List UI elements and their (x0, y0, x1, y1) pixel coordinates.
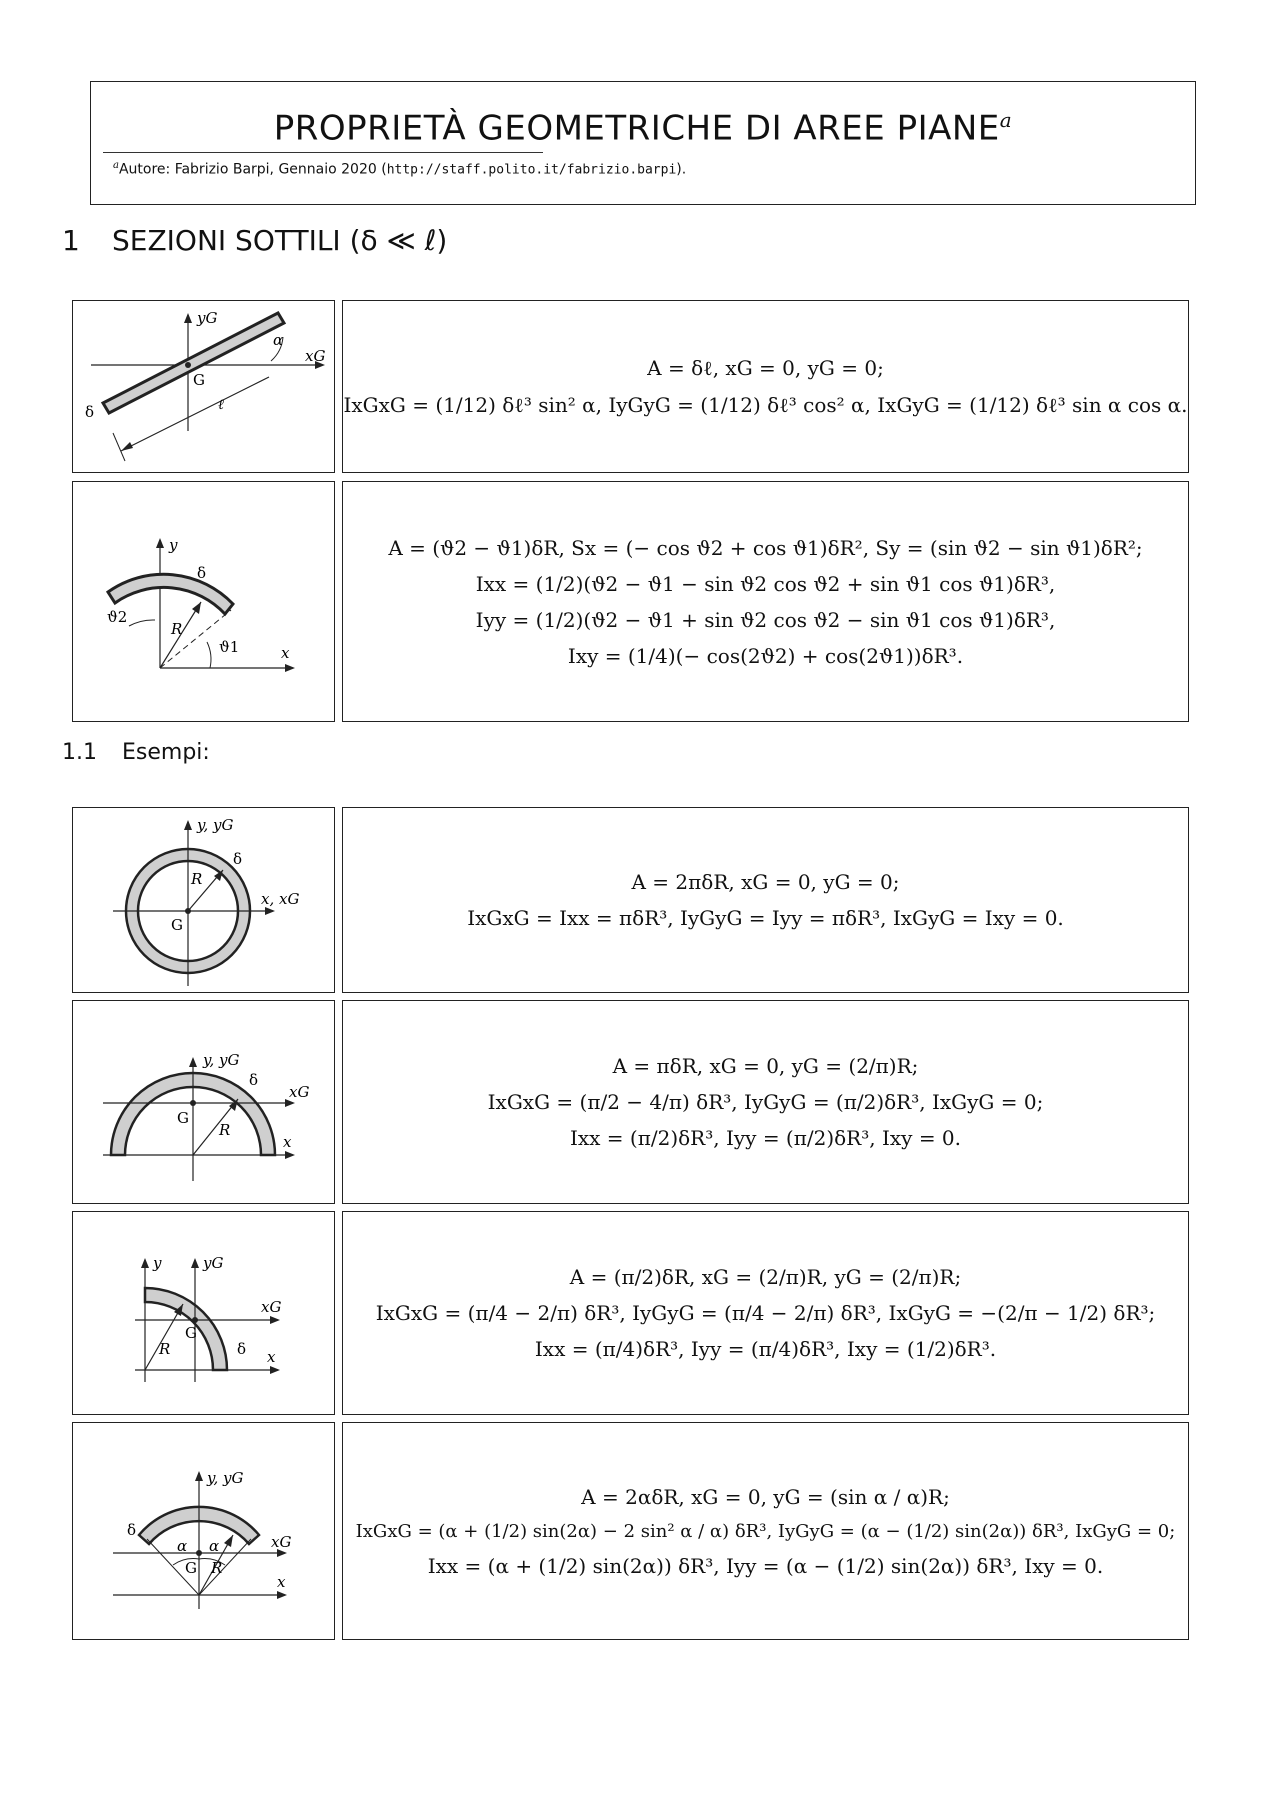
author-footnote: $^a$Autore: Fabrizio Barpi, Gennaio 2020 (http://staff.polito.it/fabrizio.barpi). (113, 160, 687, 178)
figure-full-ring (72, 807, 335, 993)
label-delta: δ (249, 1071, 259, 1089)
title-box (90, 81, 1196, 205)
label-R: R (171, 620, 183, 638)
formula-line: IxGxG = Ixx = πδR³, IyGyG = Iyy = πδR³, IxGyG = Ixy = 0. (467, 906, 1064, 930)
formula-line: Ixx = (π/4)δR³, Iyy = (π/4)δR³, Ixy = (1/2)δR³. (534, 1337, 997, 1361)
formula-line: A = πδR, xG = 0, yG = (2/π)R; (612, 1054, 919, 1078)
page-title: PROPRIETÀ GEOMETRICHE DI AREE PIANE$^a$ (273, 108, 1013, 149)
label-y: y (153, 1254, 162, 1272)
label-delta: δ (233, 850, 243, 868)
formula-line: Iyy = (1/2)(ϑ2 − ϑ1 + sin ϑ2 cos ϑ2 − sin ϑ1 cos ϑ1)δR³, (475, 607, 1056, 632)
label-theta1: ϑ1 (219, 638, 240, 656)
label-xG: xG (305, 347, 326, 365)
label-x: x (281, 644, 290, 662)
label-xG: xG (289, 1083, 310, 1101)
label-R: R (211, 1559, 223, 1577)
formula-line: A = (π/2)δR, xG = (2/π)R, yG = (2/π)R; (569, 1265, 962, 1289)
formula-line: IxGxG = (α + (1/2) sin(2α) − 2 sin² α / α) δR³, IyGyG = (α − (1/2) sin(2α)) δR³, IxGyG = 0; (355, 1520, 1176, 1542)
label-x: x (283, 1133, 292, 1151)
formula-line: A = (ϑ2 − ϑ1)δR, Sx = (− cos ϑ2 + cos ϑ1)δR², Sy = (sin ϑ2 − sin ϑ1)δR²; (388, 535, 1143, 560)
label-alpha-left: α (177, 1537, 188, 1555)
formula-line: IxGxG = (π/4 − 2/π) δR³, IyGyG = (π/4 − 2/π) δR³, IxGyG = −(2/π − 1/2) δR³; (375, 1301, 1156, 1325)
formula-box-6 (342, 1422, 1189, 1640)
label-G: G (171, 916, 183, 934)
label-alpha-right: α (209, 1537, 220, 1555)
section-heading-1: 1 SEZIONI SOTTILI (δ ≪ ℓ) (62, 224, 448, 257)
formula-line: Ixx = (1/2)(ϑ2 − ϑ1 − sin ϑ2 cos ϑ2 + sin ϑ1 cos ϑ1)δR³, (475, 571, 1056, 596)
formula-box-3 (342, 807, 1189, 993)
label-delta: δ (237, 1340, 247, 1358)
label-y-yG: y, yG (207, 1469, 244, 1487)
figure-semicircle (72, 1000, 335, 1204)
label-delta: δ (127, 1521, 137, 1539)
label-y: y (169, 536, 178, 554)
label-x-xG: x, xG (261, 890, 300, 908)
label-R: R (191, 870, 203, 888)
label-yG: yG (203, 1254, 224, 1272)
label-yG: yG (197, 309, 218, 327)
label-G: G (177, 1109, 189, 1127)
formula-line: A = δℓ, xG = 0, yG = 0; (647, 355, 884, 380)
formula-line: Ixy = (1/4)(− cos(2ϑ2) + cos(2ϑ1))δR³. (567, 643, 964, 668)
formula-line: IxGxG = (1/12) δℓ³ sin² α, IyGyG = (1/12) δℓ³ cos² α, IxGyG = (1/12) δℓ³ sin α cos α. (343, 392, 1188, 417)
label-xG: xG (261, 1298, 282, 1316)
label-xG: xG (271, 1533, 292, 1551)
label-delta: δ (85, 403, 95, 421)
formula-box-5 (342, 1211, 1189, 1415)
label-theta2: ϑ2 (107, 608, 128, 626)
author-url[interactable]: http://staff.polito.it/fabrizio.barpi (386, 162, 677, 178)
section-heading-1-1: 1.1 Esempi: (62, 740, 210, 765)
label-x: x (277, 1573, 286, 1591)
formula-box-4 (342, 1000, 1189, 1204)
figure-symmetric-arc (72, 1422, 335, 1640)
label-R: R (159, 1340, 171, 1358)
figure-inclined-strip (72, 300, 335, 473)
formula-box-1 (342, 300, 1189, 473)
label-G: G (193, 371, 205, 389)
label-y-yG: y, yG (203, 1051, 240, 1069)
figure-generic-arc (72, 481, 335, 722)
formula-line: Ixx = (α + (1/2) sin(2α)) δR³, Iyy = (α − (1/2) sin(2α)) δR³, Ixy = 0. (427, 1553, 1104, 1578)
label-alpha: α (273, 331, 284, 349)
formula-line: A = 2αδR, xG = 0, yG = (sin α / α)R; (581, 1484, 950, 1509)
formula-line: Ixx = (π/2)δR³, Iyy = (π/2)δR³, Ixy = 0. (569, 1126, 962, 1150)
label-G: G (185, 1559, 197, 1577)
figure-quarter-arc (72, 1211, 335, 1415)
footnote-rule (103, 152, 543, 153)
formula-line: IxGxG = (π/2 − 4/π) δR³, IyGyG = (π/2)δR³, IxGyG = 0; (487, 1090, 1044, 1114)
label-y-yG: y, yG (197, 816, 234, 834)
label-R: R (219, 1121, 231, 1139)
formula-line: A = 2πδR, xG = 0, yG = 0; (631, 870, 900, 894)
label-G: G (185, 1324, 197, 1342)
formula-box-2 (342, 481, 1189, 722)
label-x: x (267, 1348, 276, 1366)
label-ell: ℓ (218, 397, 224, 413)
label-delta: δ (197, 564, 207, 582)
